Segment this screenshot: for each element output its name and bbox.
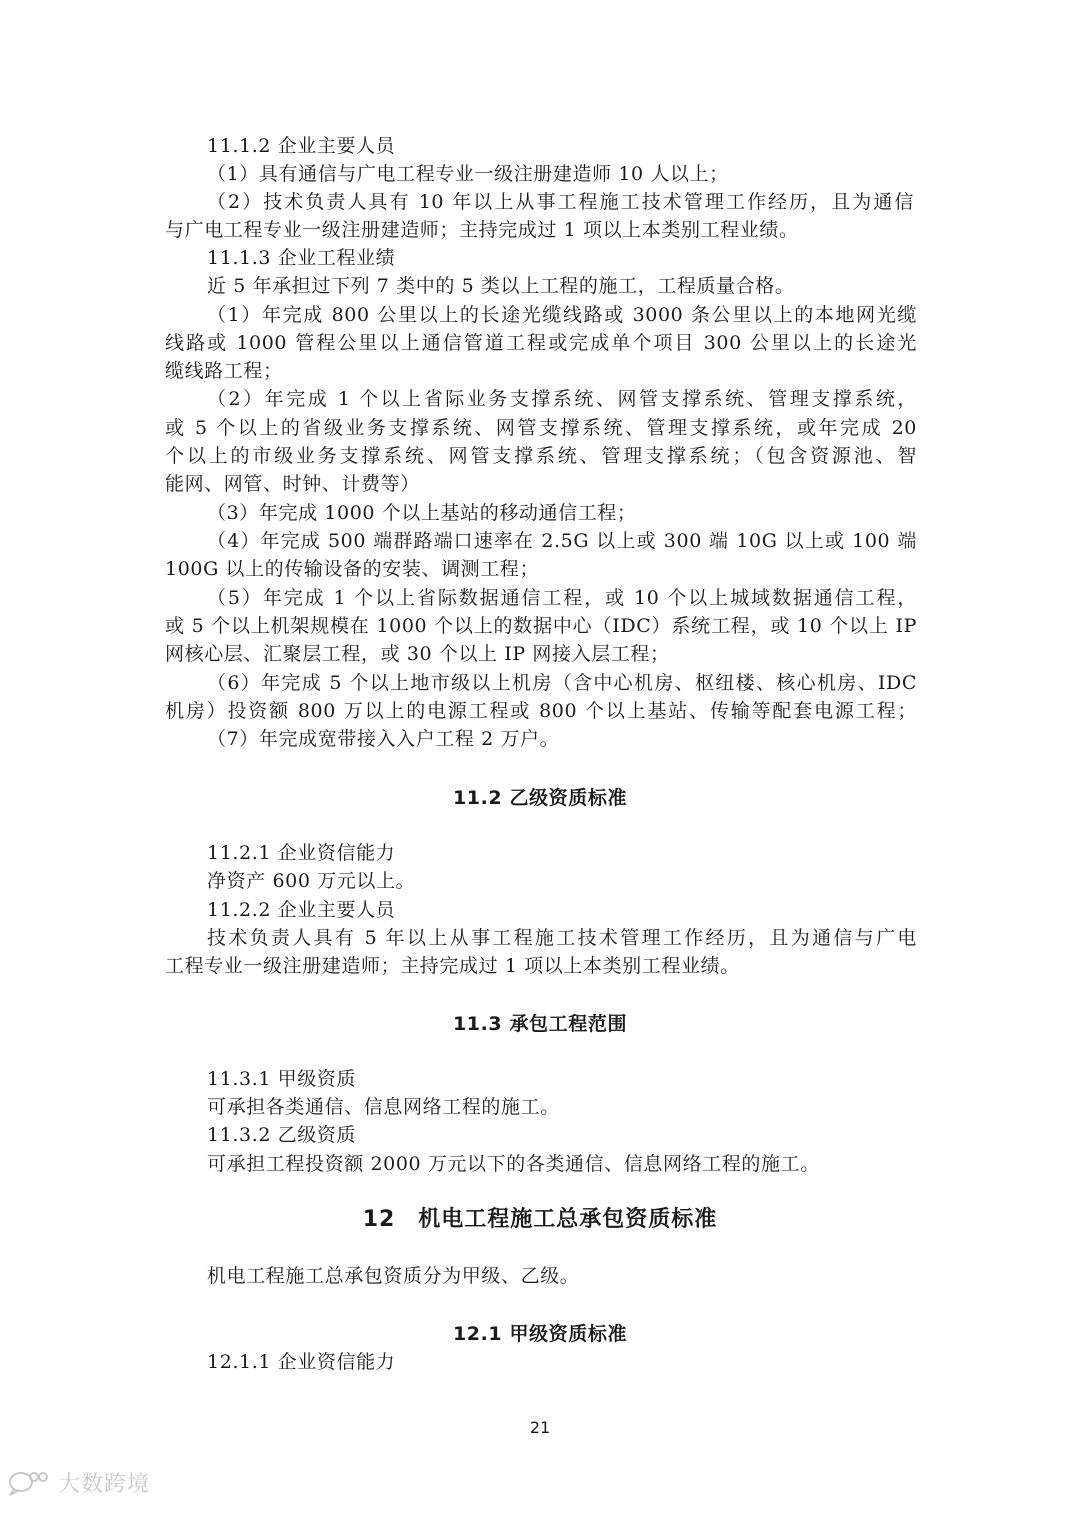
watermark: [6, 1462, 150, 1502]
section-11-1-3: 11.1.3 企业工程业绩: [207, 247, 396, 269]
paragraph-line: （4）年完成 500 端群路端口速率在 2.5G 以上或 300 端 10G 以上或 100 端: [207, 530, 917, 552]
paragraph-line: 缆线路工程；: [165, 360, 283, 382]
paragraph-line: 线路或 1000 管程公里以上通信管道工程或完成单个项目 300 公里以上的长途光: [165, 332, 917, 354]
paragraph-line: 净资产 600 万元以上。: [207, 870, 416, 892]
paragraph-line: 或 5 个以上机架规模在 1000 个以上的数据中心（IDC）系统工程，或 10 个以上 IP: [165, 615, 917, 637]
paragraph-line: （1）具有通信与广电工程专业一级注册建造师 10 人以上；: [207, 163, 729, 185]
paragraph-line: （3）年完成 1000 个以上基站的移动通信工程；: [207, 502, 637, 524]
paragraph-line: 能网、网管、时钟、计费等）: [165, 473, 420, 495]
paragraph-line: 可承担各类通信、信息网络工程的施工。: [207, 1096, 560, 1118]
page-number: 21: [529, 1418, 551, 1437]
section-11-1-2: 11.1.2 企业主要人员: [207, 135, 396, 157]
paragraph-line: （6）年完成 5 个以上地市级以上机房（含中心机房、枢纽楼、核心机房、IDC: [207, 672, 917, 694]
paragraph-line: 与广电工程专业一级注册建造师；主持完成过 1 项以上本类别工程业绩。: [165, 219, 799, 241]
paragraph-line: 或 5 个以上的省级业务支撑系统、网管支撑系统、管理支撑系统，或年完成 20: [165, 417, 917, 439]
heading-11-3: 11.3 承包工程范围: [452, 1013, 628, 1035]
paragraph-line: 机电工程施工总承包资质分为甲级、乙级。: [207, 1265, 580, 1287]
section-11-3-2: 11.3.2 乙级资质: [207, 1124, 357, 1146]
paragraph-line: 机房）投资额 800 万以上的电源工程或 800 个以上基站、传输等配套电源工程；: [165, 700, 917, 722]
paragraph-line: 工程专业一级注册建造师；主持完成过 1 项以上本类别工程业绩。: [165, 955, 740, 977]
watermark-logo-icon: [6, 1467, 52, 1497]
paragraph-line: （7）年完成宽带接入入户工程 2 万户。: [207, 728, 560, 750]
section-12-1-1: 12.1.1 企业资信能力: [207, 1351, 396, 1373]
watermark-text: 大数跨境: [58, 1471, 151, 1497]
chapter-12-title: 12 机电工程施工总承包资质标准: [362, 1207, 718, 1232]
paragraph-line: 个以上的市级业务支撑系统、网管支撑系统、管理支撑系统；（包含资源池、智: [165, 445, 917, 467]
paragraph-line: 网核心层、汇聚层工程，或 30 个以上 IP 网接入层工程；: [165, 643, 670, 665]
section-11-2-1: 11.2.1 企业资信能力: [207, 842, 396, 864]
heading-11-2: 11.2 乙级资质标准: [452, 787, 628, 809]
paragraph-line: 技术负责人具有 5 年以上从事工程施工技术管理工作经历，且为通信与广电: [207, 927, 917, 949]
paragraph-line: 可承担工程投资额 2000 万元以下的各类通信、信息网络工程的施工。: [207, 1153, 820, 1175]
paragraph-line: （5）年完成 1 个以上省际数据通信工程，或 10 个以上城域数据通信工程，: [207, 587, 917, 609]
paragraph-line: （1）年完成 800 公里以上的长途光缆线路或 3000 条公里以上的本地网光缆: [207, 304, 917, 326]
paragraph-line: （2）年完成 1 个以上省际业务支撑系统、网管支撑系统、管理支撑系统，: [207, 388, 917, 410]
heading-12-1: 12.1 甲级资质标准: [452, 1323, 628, 1345]
paragraph-line: 近 5 年承担过下列 7 类中的 5 类以上工程的施工，工程质量合格。: [207, 275, 795, 297]
paragraph-line: （2）技术负责人具有 10 年以上从事工程施工技术管理工作经历，且为通信: [207, 191, 914, 213]
section-11-3-1: 11.3.1 甲级资质: [207, 1068, 357, 1090]
paragraph-line: 100G 以上的传输设备的安装、调测工程；: [165, 558, 540, 580]
section-11-2-2: 11.2.2 企业主要人员: [207, 899, 396, 921]
